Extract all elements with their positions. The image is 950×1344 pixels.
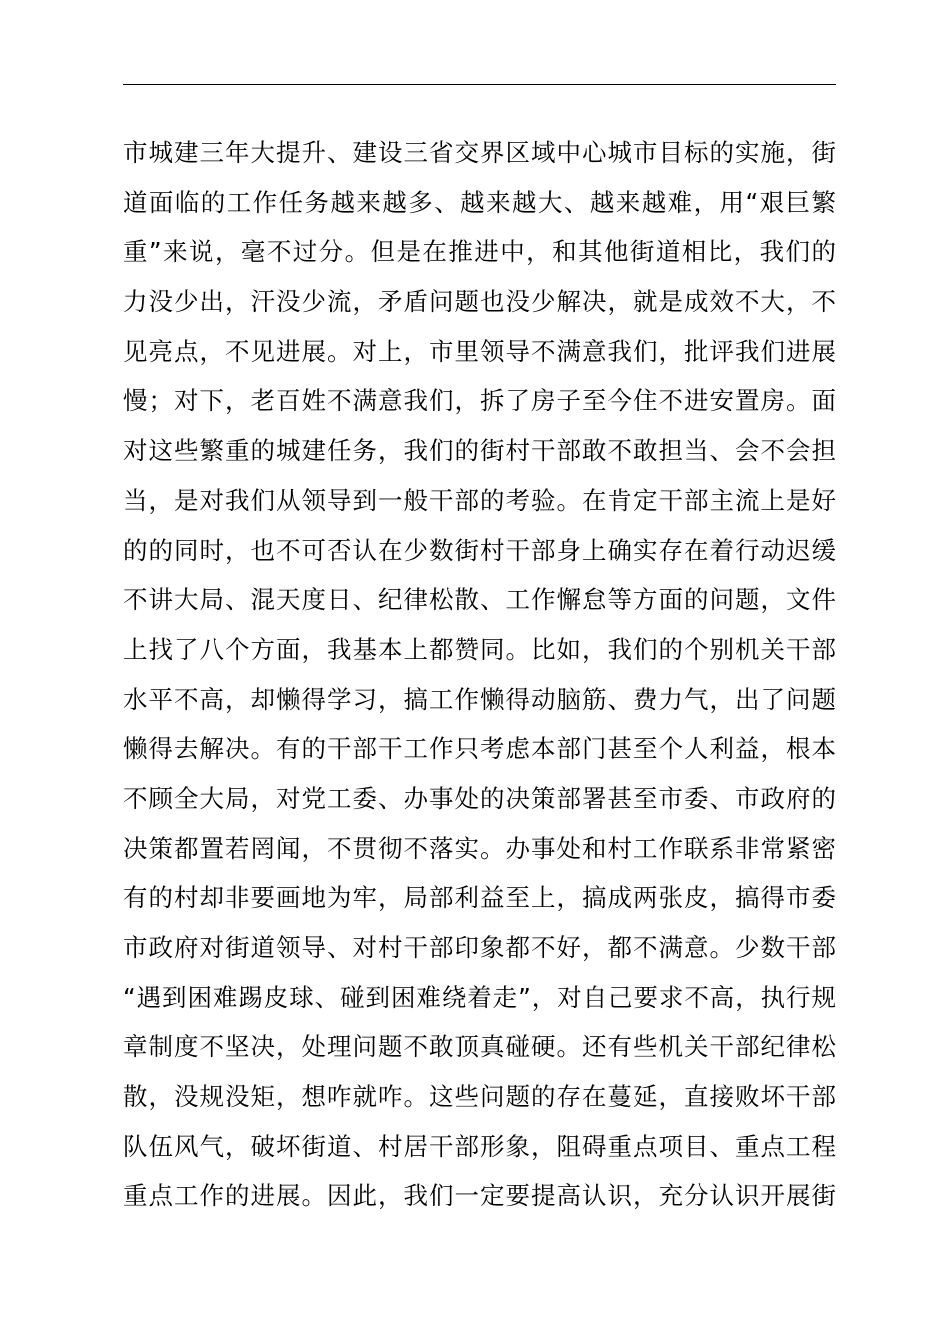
text-line: 上找了八个方面，我基本上都赞同。比如，我们的个别机关干部 [123, 634, 836, 664]
text-line: 重点工作的进展。因此，我们一定要提高认识，充分认识开展街 [123, 1181, 836, 1211]
text-line: 慢；对下，老百姓不满意我们，拆了房子至今住不进安置房。面 [123, 386, 836, 416]
text-line: 重”来说，毫不过分。但是在推进中，和其他街道相比，我们的 [123, 237, 836, 267]
text-line: 队伍风气，破坏街道、村居干部形象，阻碍重点项目、重点工程 [123, 1131, 836, 1161]
document-body [123, 128, 836, 1221]
text-line: 不顾全大局，对党工委、办事处的决策部署甚至市委、市政府的 [123, 783, 836, 813]
text-line: 的的同时，也不可否认在少数街村干部身上确实存在着行动迟缓 [123, 535, 836, 565]
text-line: 道面临的工作任务越来越多、越来越大、越来越难，用“艰巨繁 [123, 187, 836, 217]
text-line: 不讲大局、混天度日、纪律松散、工作懈怠等方面的问题，文件 [123, 585, 836, 615]
text-line: 市政府对街道领导、对村干部印象都不好，都不满意。少数干部 [123, 933, 836, 962]
text-line: 章制度不坚决，处理问题不敢顶真碰硬。还有些机关干部纪律松 [123, 1032, 836, 1062]
text-line: 懒得去解决。有的干部干工作只考虑本部门甚至个人利益，根本 [123, 734, 836, 764]
text-line: 市城建三年大提升、建设三省交界区域中心城市目标的实施，街 [123, 138, 836, 167]
text-line: 力没少出，汗没少流，矛盾问题也没少解决，就是成效不大，不 [123, 287, 836, 317]
text-line: 决策都置若罔闻，不贯彻不落实。办事处和村工作联系非常紧密 [123, 833, 836, 863]
text-line: 见亮点，不见进展。对上，市里领导不满意我们，批评我们进展 [123, 336, 836, 366]
text-line: “遇到困难踢皮球、碰到困难绕着走”，对自己要求不高，执行规 [123, 982, 836, 1012]
header-rule [123, 84, 836, 85]
text-line: 对这些繁重的城建任务，我们的街村干部敢不敢担当、会不会担 [123, 436, 836, 466]
text-line: 散，没规没矩，想咋就咋。这些问题的存在蔓延，直接败坏干部 [123, 1082, 836, 1112]
text-line: 当，是对我们从领导到一般干部的考验。在肯定干部主流上是好 [123, 485, 836, 515]
text-line: 有的村却非要画地为牢，局部利益至上，搞成两张皮，搞得市委 [123, 883, 836, 913]
text-line: 水平不高，却懒得学习，搞工作懒得动脑筋、费力气，出了问题 [123, 684, 836, 714]
